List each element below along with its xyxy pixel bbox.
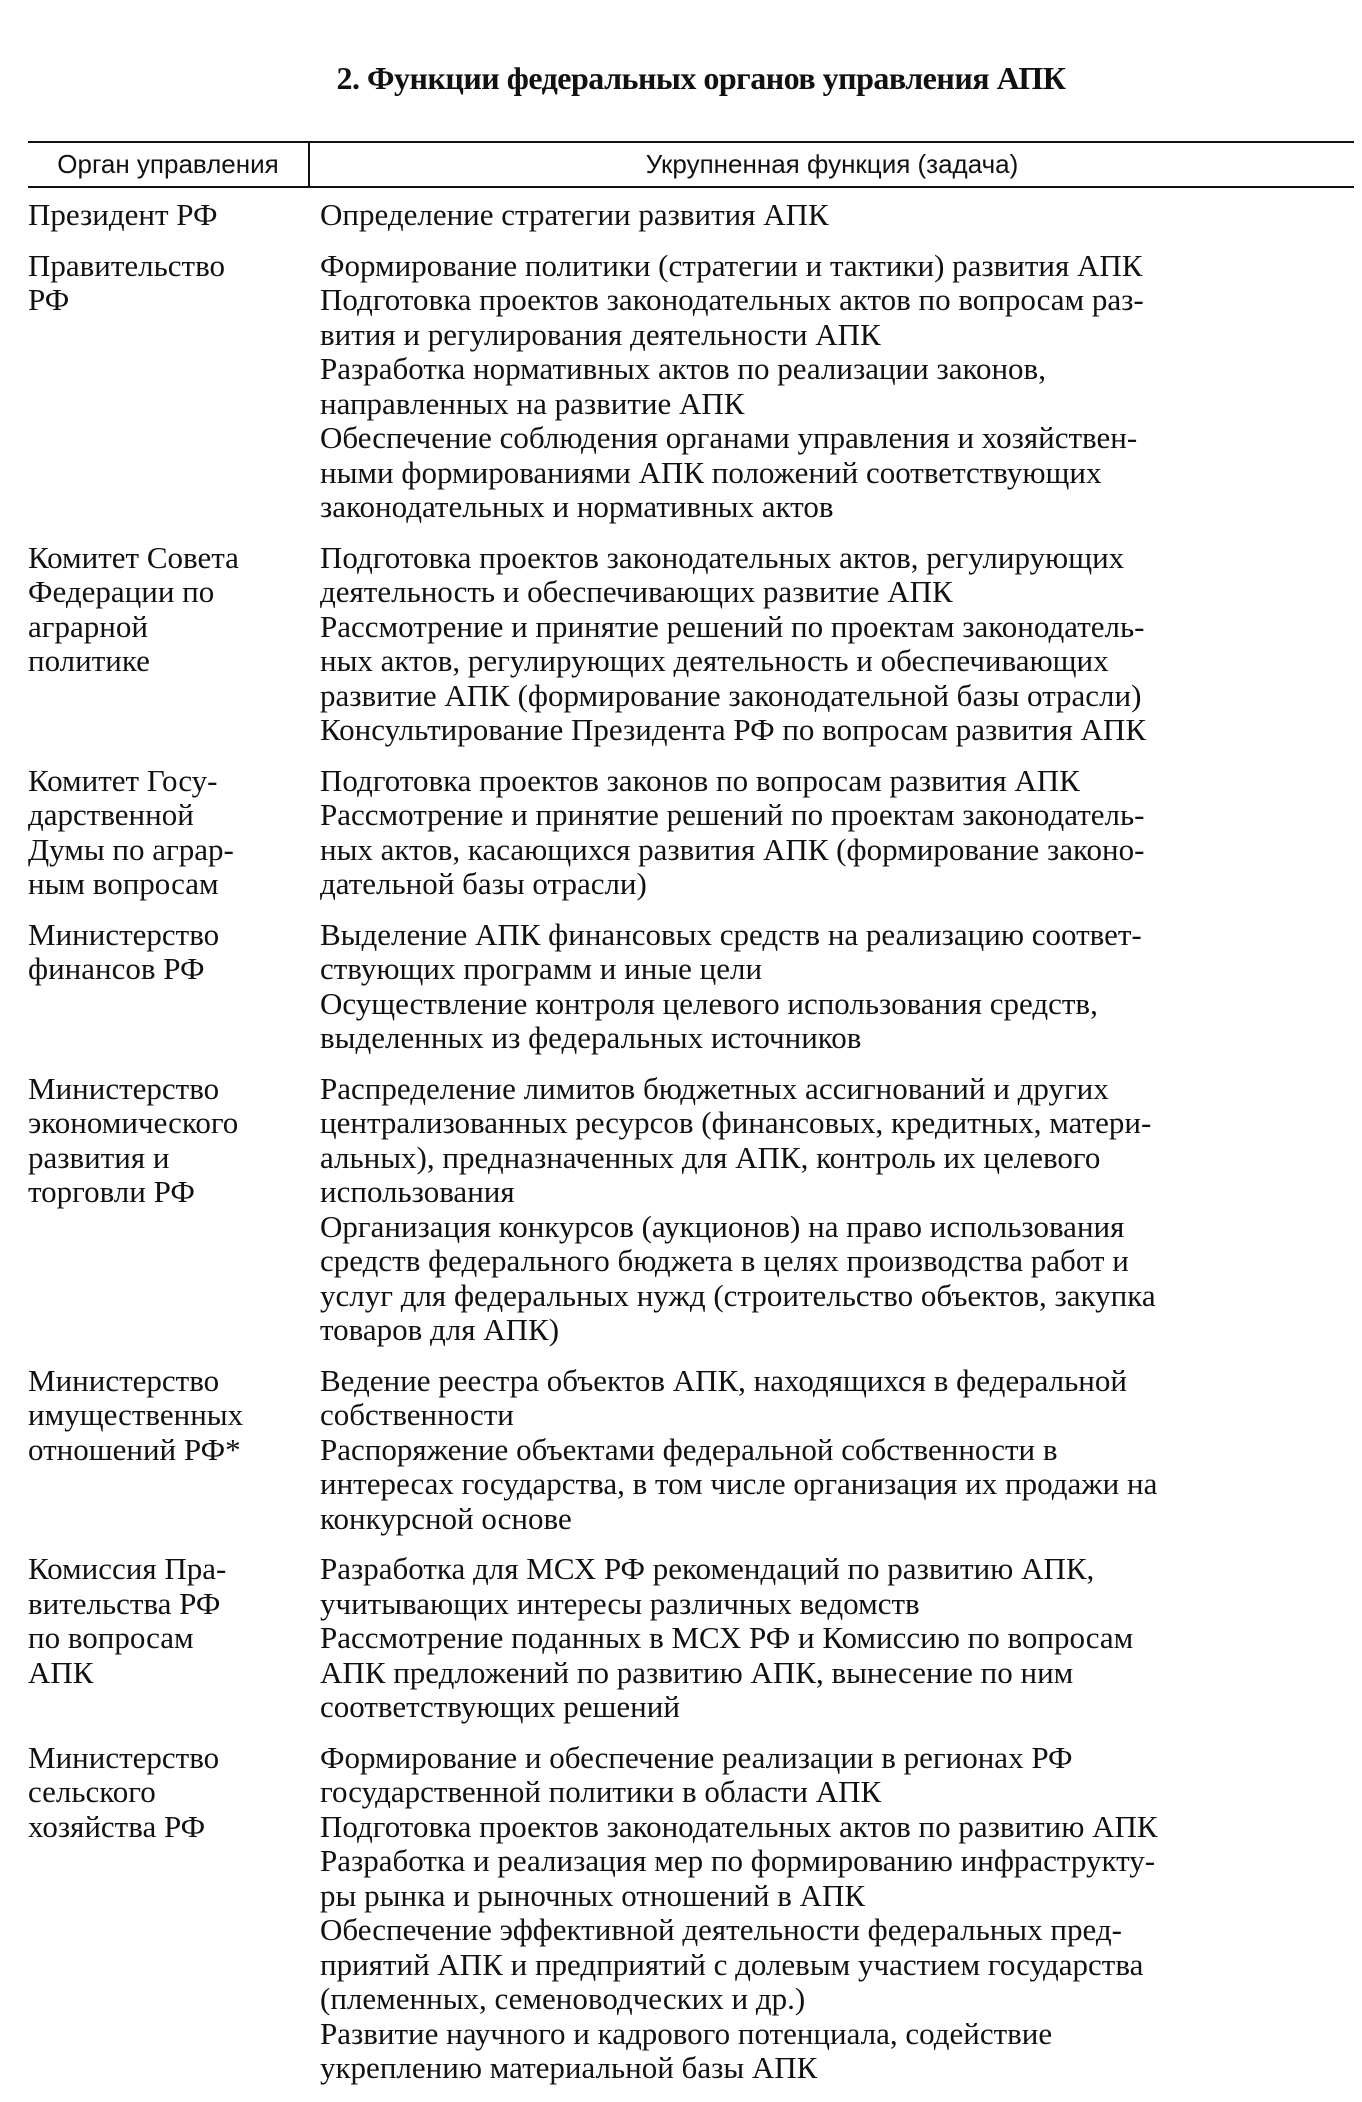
function-item: Определение стратегии развития АПК [320, 197, 829, 232]
function-item: Распоряжение объектами федеральной собственности в интересах государства, в том числе организация их продажи на конкурсной основе [320, 1431, 1158, 1536]
function-item: Подготовка проектов законов по вопросам развития АПК [320, 762, 1080, 798]
function-item: Формирование и обеспечение реализации в регионах РФ государственной политики в области АПК [320, 1739, 1073, 1809]
table-row [28, 1741, 1354, 2086]
page-title: 2. Функции федеральных органов управления АПК [336, 60, 1066, 96]
function-item: Развитие научного и кадрового потенциала, содействие укреплению материальной базы АПК [320, 2015, 1053, 2085]
organ-cell: Комитет Госу- дарственной Думы по аграр- ным вопросам [28, 762, 234, 901]
functions-cell [320, 249, 1354, 525]
header-organ: Орган управления [28, 143, 310, 186]
function-item: Обеспечение соблюдения органами управления и хозяйствен- ными формированиями АПК положений соответствующих законодательных и нормативных актов [320, 420, 1138, 524]
function-item: Рассмотрение и принятие решений по проектам законодатель- ных актов, регулирующих деятельность и обеспечивающих развитие АПК (формирование законодательной базы отрасли) [320, 608, 1145, 713]
functions-cell [320, 1072, 1354, 1348]
organ-cell: Министерство экономического развития и торговли РФ [28, 1070, 239, 1209]
organ-cell: Президент РФ [28, 197, 218, 232]
functions-cell [320, 1552, 1354, 1725]
function-item: Подготовка проектов законодательных актов по развитию АПК [320, 1808, 1158, 1844]
organ-cell: Министерство сельского хозяйства РФ [28, 1739, 220, 1844]
header-function: Укрупненная функция (задача) [645, 149, 1019, 179]
organ-cell: Министерство имущественных отношений РФ* [28, 1362, 244, 1467]
table-row [28, 541, 1354, 748]
functions-cell [320, 764, 1354, 902]
document-page [28, 60, 1354, 2102]
function-item: Подготовка проектов законодательных актов, регулирующих деятельность и обеспечивающих развитие АПК [320, 539, 1125, 609]
table-header [28, 141, 1354, 188]
function-item: Ведение реестра объектов АПК, находящихся в федеральной собственности [320, 1362, 1127, 1432]
function-item: Консультирование Президента РФ по вопросам развития АПК [320, 712, 1147, 747]
functions-cell [320, 198, 1354, 233]
function-item: Разработка и реализация мер по формированию инфраструкту- ры рынка и рыночных отношений в АПК [320, 1843, 1156, 1913]
organ-cell: Комитет Совета Федерации по аграрной политике [28, 539, 239, 678]
organ-cell: Комиссия Пра- вительства РФ по вопросам АПК [28, 1551, 227, 1690]
organ-cell: Министерство финансов РФ [28, 916, 220, 986]
functions-cell [320, 918, 1354, 1056]
function-item: Распределение лимитов бюджетных ассигнований и других централизованных ресурсов (финансовых, кредитных, матери- альных), предназначенных для АПК, контроль их целевого использования [320, 1070, 1152, 1209]
function-item: Разработка для МСХ РФ рекомендаций по развитию АПК, учитывающих интересы различных ведомств [320, 1551, 1095, 1621]
function-item: Выделение АПК финансовых средств на реализацию соответ- ствующих программ и иные цели [320, 916, 1142, 986]
table-row [28, 249, 1354, 525]
function-item: Осуществление контроля целевого использования средств, выделенных из федеральных источников [320, 985, 1098, 1055]
table-row [28, 918, 1354, 1056]
function-item: Рассмотрение поданных в МСХ РФ и Комиссию по вопросам АПК предложений по развитию АПК, вынесение по ним соответствующих решений [320, 1620, 1134, 1724]
function-item: Подготовка проектов законодательных актов по вопросам раз- вития и регулирования деятельности АПК [320, 282, 1144, 352]
table-row [28, 198, 1354, 233]
table-row [28, 1552, 1354, 1725]
functions-cell [320, 1364, 1354, 1537]
functions-cell [320, 541, 1354, 748]
organ-cell: Правительство РФ [28, 247, 226, 317]
table-row [28, 764, 1354, 902]
function-item: Организация конкурсов (аукционов) на право использования средств федерального бюджета в целях производства работ и услуг для федеральных нужд (строительство объектов, закупка товаров для АПК) [320, 1208, 1156, 1347]
function-item: Обеспечение эффективной деятельности федеральных пред- приятий АПК и предприятий с долевым участием государства (племенных, семеноводческих и др.) [320, 1912, 1144, 2016]
functions-cell [320, 1741, 1354, 2086]
table-row [28, 1072, 1354, 1348]
function-item: Формирование политики (стратегии и тактики) развития АПК [320, 247, 1143, 283]
table-body [28, 198, 1354, 2086]
function-item: Разработка нормативных актов по реализации законов, направленных на развитие АПК [320, 351, 1046, 421]
table-row [28, 1364, 1354, 1537]
function-item: Рассмотрение и принятие решений по проектам законодатель- ных актов, касающихся развития АПК (формирование законо- дательной базы отрасли) [320, 797, 1145, 901]
